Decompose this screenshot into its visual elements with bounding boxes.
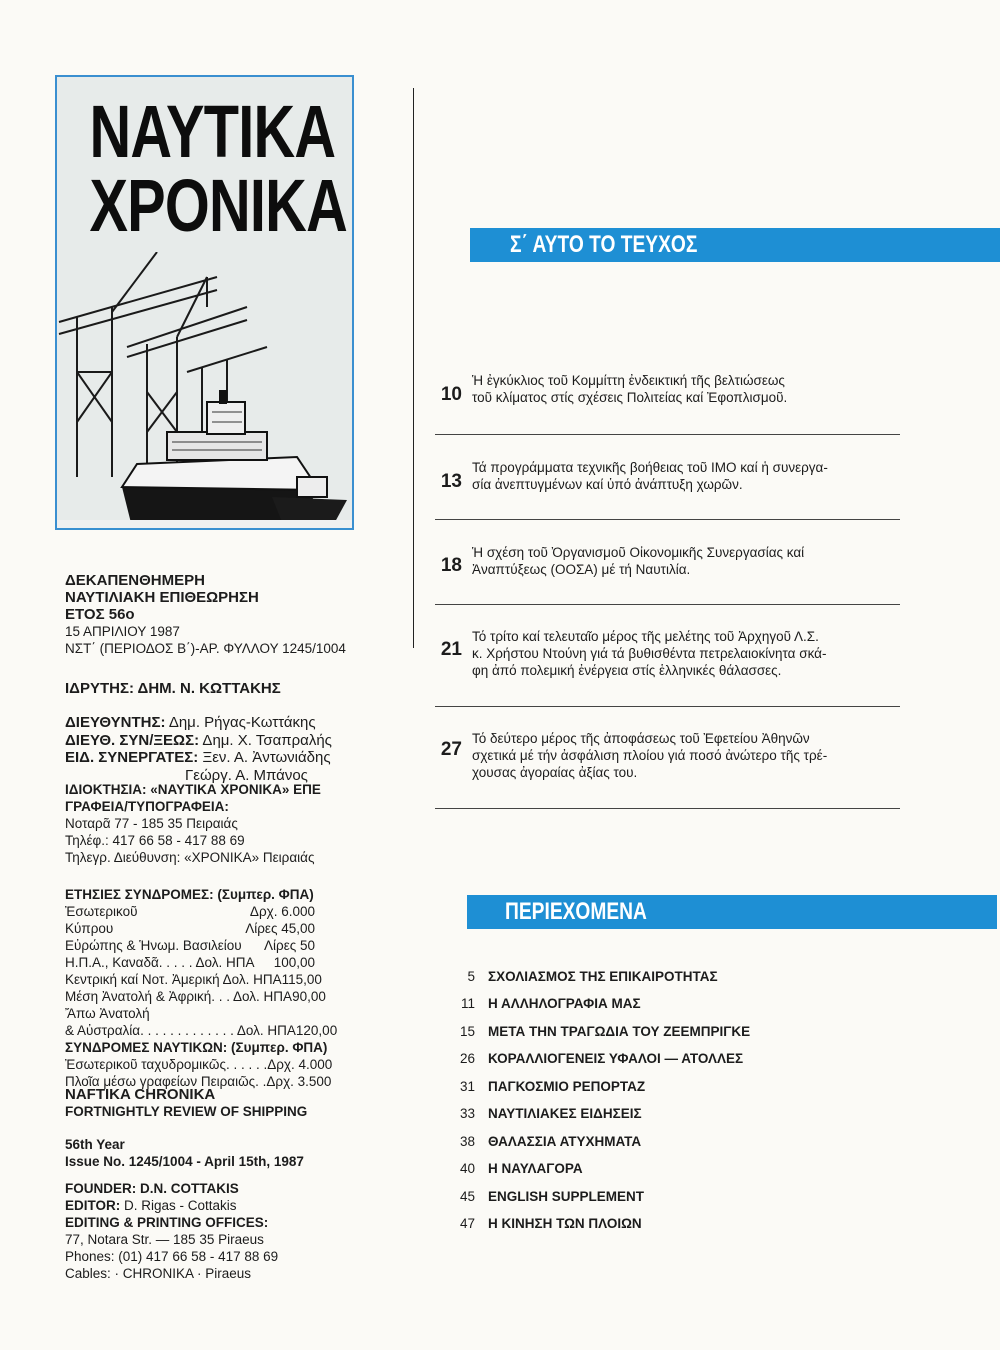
entry-page: 27 (440, 739, 462, 760)
entry-line: Ἀναπτύξεως (ΟΟΣΑ) μέ τή Ναυτιλία. (472, 562, 691, 577)
toc-page: 47 (459, 1216, 475, 1231)
phone: Τηλέφ.: 417 66 58 - 417 88 69 (65, 833, 245, 848)
masthead-issue: ΝΣΤ΄ (ΠΕΡΙΟΔΟΣ Β΄)-ΑΡ. ΦΥΛΛΟΥ 1245/1004 (65, 641, 346, 656)
staff-block (65, 714, 332, 784)
entry-line: φη ἀπό πολεμική ἐνέργεια στίς ἑλληνικές θάλασσες. (472, 663, 782, 678)
subscription-row: Ἐσωτερικοῦ Δρχ. 6.000 (65, 904, 315, 919)
contents-heading: ΠΕΡΙΕΧΟΜΕΝΑ (505, 898, 647, 925)
english-offices: EDITING & PRINTING OFFICES: (65, 1215, 269, 1230)
contributor2: Γεώργ. Α. Μπάνος (185, 766, 308, 784)
toc-label: ΚΟΡΑΛΛΙΟΓΕΝΕΙΣ ΥΦΑΛΟΙ — ΑΤΟΛΛΕΣ (488, 1051, 744, 1066)
english-phones: Phones: (01) 417 66 58 - 417 88 69 (65, 1249, 279, 1264)
toc-label: ΠΑΓΚΟΣΜΙΟ ΡΕΠΟΡΤΑΖ (488, 1079, 646, 1094)
entry-line: Ἡ ἐγκύκλιος τοῦ Κομμίττη ἐνδεικτική τῆς βελτιώσεως (472, 373, 785, 388)
contents-banner (467, 895, 997, 929)
toc-page: 11 (460, 996, 475, 1011)
subscriptions (65, 886, 338, 1090)
toc-page: 33 (459, 1106, 475, 1121)
entry-rule (435, 808, 900, 809)
toc-page: 31 (459, 1079, 475, 1094)
port-cranes-ship-illustration (57, 252, 352, 528)
entry-line: χουσας ἀγοραίας ἀξίας του. (472, 765, 638, 780)
toc-label: ΣΧΟΛΙΑΣΜΟΣ ΤΗΣ ΕΠΙΚΑΙΡΟΤΗΤΑΣ (488, 969, 718, 984)
entry-rule (435, 706, 900, 707)
subscriptions-title: ΕΤΗΣΙΕΣ ΣΥΝΔΡΟΜΕΣ: (Συμπερ. ΦΠΑ) (65, 887, 314, 902)
english-cables: Cables: · CHRONIKA · Piraeus (65, 1266, 252, 1281)
entry-line: Τό δεύτερο μέρος τῆς ἀποφάσεως τοῦ Ἐφετείου Ἀθηνῶν (472, 731, 810, 746)
entry-line: Τά προγράμματα τεχνικῆς βοήθειας τοῦ ΙΜΟ καί ἡ συνεργα- (472, 460, 828, 475)
ownership-block (65, 781, 321, 866)
english-issue-block (65, 1136, 304, 1170)
editor: Δημ. Χ. Τσαπραλής (202, 731, 332, 749)
toc-page: 26 (459, 1051, 475, 1066)
entry-line: Ἡ σχέση τοῦ Ὀργανισμοῦ Οἰκονομικῆς Συνεργασίας καί (472, 545, 805, 560)
founder: ΙΔΡΥΤΗΣ: ΔΗΜ. Ν. ΚΩΤΤΑΚΗΣ (65, 680, 281, 697)
entry-page: 10 (440, 384, 462, 405)
cover-title-line1: ΝΑΥΤΙΚΑ (89, 90, 336, 173)
subscription-row: Μέση Ἀνατολή & Ἀφρική. . . Δολ. ΗΠΑ 90,00 (65, 989, 326, 1004)
subscription-row: & Αὐστραλία. . . . . . . . . . . . . Δολ. ΗΠΑ 120,00 (65, 1023, 338, 1038)
subscription-row: Εὐρώπης & Ἡνωμ. Βασιλείου Λίρες 50 (65, 938, 315, 953)
toc-page: 45 (459, 1189, 475, 1204)
entry-rule (435, 519, 900, 520)
entry-line: Τό τρίτο καί τελευταῖο μέρος τῆς μελέτης τοῦ Ἀρχηγοῦ Λ.Σ. (472, 629, 819, 644)
subscription-row: Πλοῖα μέσω γραφείων Πειραιῶς. . Δρχ. 3.500 (65, 1074, 332, 1089)
toc-label: Η ΝΑΥΛΑΓΟΡΑ (488, 1161, 583, 1176)
toc-page: 5 (467, 969, 475, 984)
toc-label: ΝΑΥΤΙΛΙΑΚΕΣ ΕΙΔΗΣΕΙΣ (488, 1106, 642, 1121)
entry-page: 13 (440, 471, 462, 492)
toc-page: 15 (459, 1024, 475, 1039)
director-label: ΔΙΕΥΘΥΝΤΗΣ: (65, 714, 166, 731)
masthead-subtitle1: ΔΕΚΑΠΕΝΘΗΜΕΡΗ (65, 572, 205, 589)
masthead-subtitle2: ΝΑΥΤΙΛΙΑΚΗ ΕΠΙΘΕΩΡΗΣΗ (65, 589, 259, 606)
masthead (65, 572, 346, 657)
contributor1: Ξεν. Α. Ἀντωνιάδης (202, 749, 331, 766)
toc-label: ΜΕΤΑ ΤΗΝ ΤΡΑΓΩΔΙΑ ΤΟΥ ΖΕΕΜΠΡΙΓΚΕ (488, 1024, 751, 1039)
magazine-cover (55, 75, 354, 530)
offices: ΓΡΑΦΕΙΑ/ΤΥΠΟΓΡΑΦΕΙΑ: (65, 799, 229, 814)
entry-line: κ. Χρήστου Ντούνη γιά τά βυθισθέντα πετρελαιοκίνητα σκά- (472, 646, 827, 661)
cover-title-line2: ΧΡΟΝΙΚΑ (89, 164, 347, 247)
in-this-issue-heading: Σ΄ ΑΥΤΟ ΤΟ ΤΕΥΧΟΣ (510, 231, 698, 258)
telegraph: Τηλεγρ. Διεύθυνση: «ΧΡΟΝΙΚΑ» Πειραιάς (65, 850, 315, 865)
entry-page: 21 (440, 639, 462, 660)
entry-rule (435, 604, 900, 605)
in-this-issue-banner (470, 228, 1000, 262)
subscription-row: Κεντρική καί Νοτ. Ἀμερική Δολ. ΗΠΑ 115,00 (65, 972, 322, 987)
founder-block (65, 680, 281, 697)
director: Δημ. Ρήγας-Κωττάκης (168, 714, 316, 731)
english-masthead (65, 1086, 307, 1120)
toc-label: Η ΑΛΛΗΛΟΓΡΑΦΙΑ ΜΑΣ (488, 996, 641, 1011)
entry-rule (435, 434, 900, 435)
subscription-row: Κύπρου Λίρες 45,00 (65, 921, 315, 936)
english-address: 77, Notara Str. — 185 35 Piraeus (65, 1232, 264, 1247)
english-name: NAFTIKA CHRONIKA (65, 1086, 216, 1103)
editor-label: ΔΙΕΥΘ. ΣΥΝ/ΞΕΩΣ: (65, 731, 200, 749)
address: Νοταρᾶ 77 - 185 35 Πειραιάς (65, 816, 238, 831)
english-contact-block (65, 1180, 278, 1282)
subscription-row: Ἄπω Ἀνατολή (65, 1006, 150, 1021)
subscription-row: Ἐσωτερικοῦ ταχυδρομικῶς. . . . . . Δρχ. 4.000 (65, 1057, 333, 1072)
toc-page: 40 (459, 1161, 475, 1176)
english-issue: Issue No. 1245/1004 - April 15th, 1987 (65, 1154, 304, 1169)
english-editor: D. Rigas - Cottakis (124, 1198, 237, 1213)
toc-label: ENGLISH SUPPLEMENT (488, 1189, 645, 1204)
contributors-label: ΕΙΔ. ΣΥΝΕΡΓΑΤΕΣ: (65, 749, 199, 766)
english-editor-label: EDITOR: (65, 1198, 121, 1213)
entry-page: 18 (440, 555, 462, 576)
entry-line: σία ἀνεπτυγμένων καί ὑπό ἀνάπτυξη χωρῶν. (472, 477, 743, 492)
english-founder: FOUNDER: D.N. COTTAKIS (65, 1181, 239, 1196)
toc-page: 38 (459, 1134, 475, 1149)
naval-subscriptions-title: ΣΥΝΔΡΟΜΕΣ ΝΑΥΤΙΚΩΝ: (Συμπερ. ΦΠΑ) (65, 1040, 328, 1055)
toc-label: Η ΚΙΝΗΣΗ ΤΩΝ ΠΛΟΙΩΝ (488, 1216, 642, 1231)
toc-label: ΘΑΛΑΣΣΙΑ ΑΤΥΧΗΜΑΤΑ (488, 1134, 642, 1149)
english-tagline: FORTNIGHTLY REVIEW OF SHIPPING (65, 1104, 308, 1119)
subscription-row: Η.Π.Α., Καναδᾶ. . . . . Δολ. ΗΠΑ 100,00 (65, 955, 315, 970)
entry-line: σχετικά μέ τήν ἀσφάλιση πλοίου γιά ποσό ἀνώτερο τῆς τρέ- (472, 748, 828, 763)
owner: ΙΔΙΟΚΤΗΣΙΑ: «ΝΑΥΤΙΚΑ ΧΡΟΝΙΚΑ» ΕΠΕ (65, 782, 321, 797)
entry-line: τοῦ κλίματος στίς σχέσεις Πολιτείας καί Ἐφοπλισμοῦ. (472, 390, 788, 405)
masthead-date: 15 ΑΠΡΙΛΙΟΥ 1987 (65, 624, 180, 639)
column-divider (413, 88, 414, 648)
masthead-year: ΕΤΟΣ 56ο (65, 606, 135, 623)
english-year: 56th Year (65, 1137, 125, 1152)
